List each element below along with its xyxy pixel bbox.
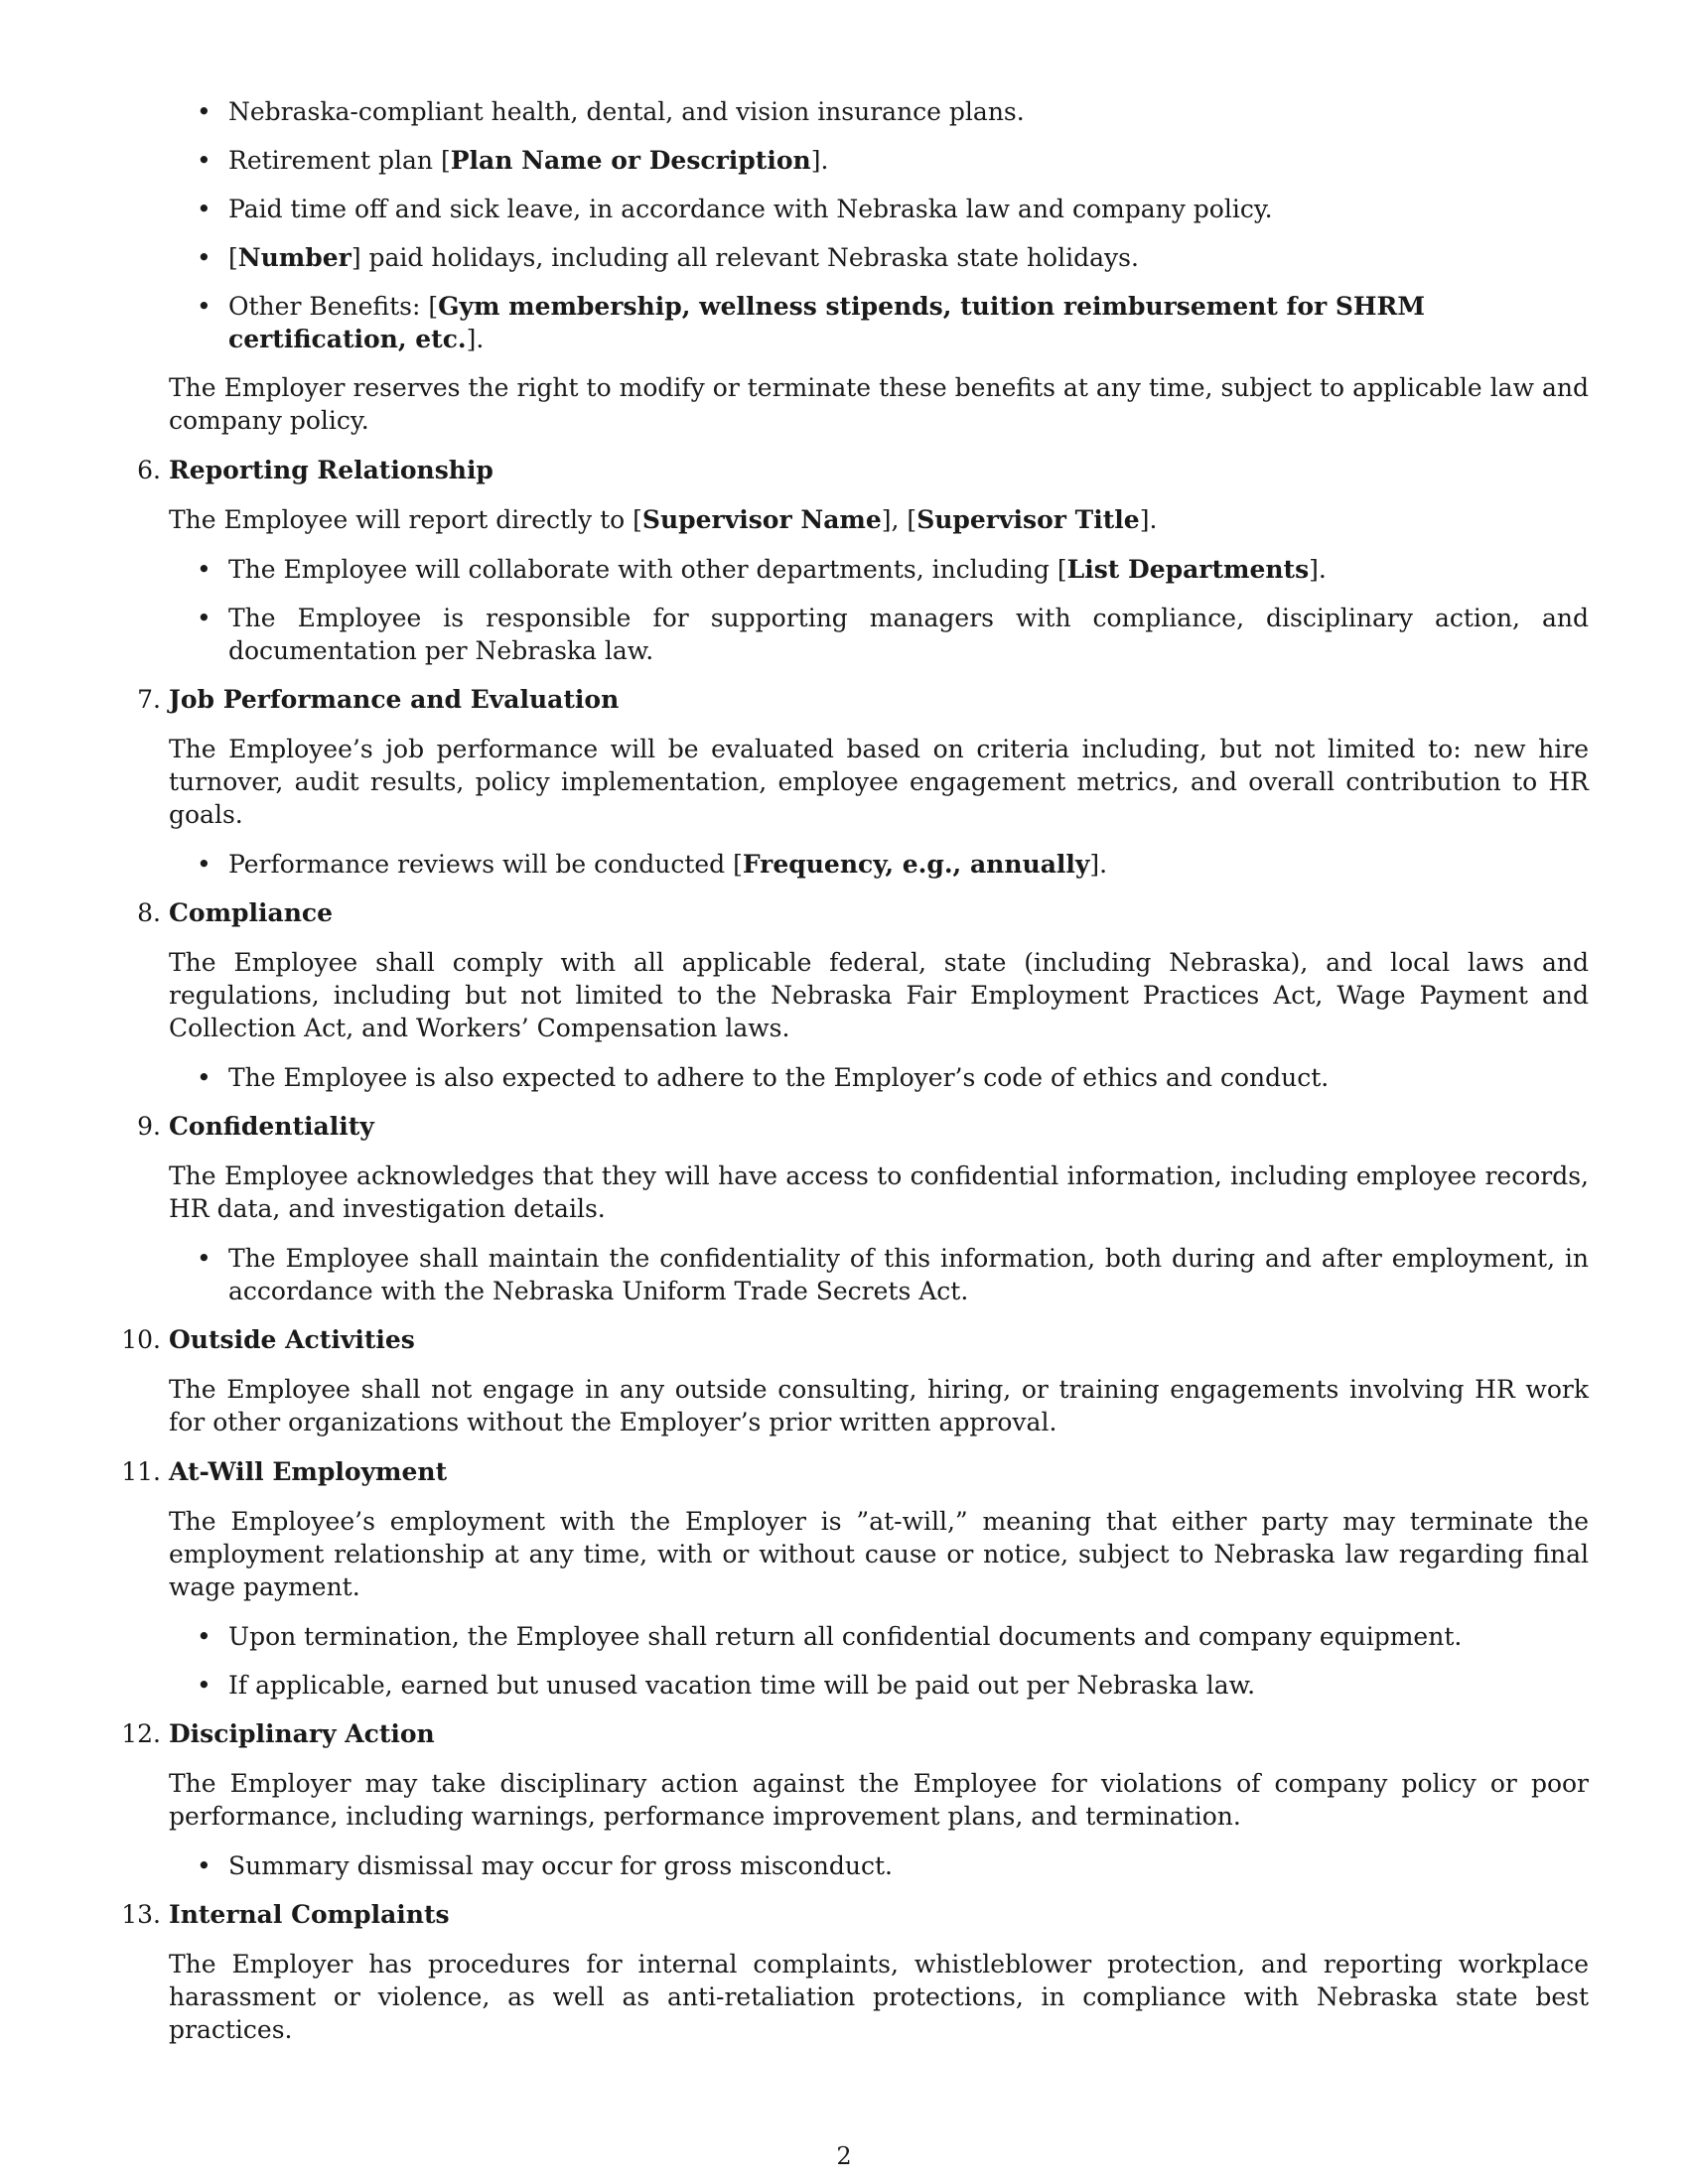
section-title: Internal Complaints bbox=[169, 1900, 450, 1929]
section-number: 6. bbox=[137, 456, 161, 484]
section-outside-activities bbox=[121, 1323, 1589, 1438]
list-item: • Summary dismissal may occur for gross misconduct. bbox=[169, 1849, 1589, 1882]
list-item: • Performance reviews will be conducted [Frequency, e.g., annually]. bbox=[169, 848, 1589, 881]
section-body: The Employee will report directly to [Supervisor Name], [Supervisor Title]. bbox=[169, 505, 1158, 534]
benefits-note: The Employer reserves the right to modify or terminate these benefits at any time, subject to applicable law and company policy. bbox=[169, 373, 1589, 435]
list-item: • Retirement plan [Plan Name or Description]. bbox=[169, 144, 1589, 177]
list-item: • The Employee is responsible for supporting managers with compliance, disciplinary action, and documentation per Nebraska law. bbox=[169, 602, 1589, 667]
section-number: 7. bbox=[137, 685, 161, 714]
section-title: Confidentiality bbox=[169, 1112, 374, 1141]
section-heading bbox=[121, 1898, 1589, 1931]
section-heading bbox=[137, 1110, 1589, 1143]
page-number: 2 bbox=[836, 2142, 852, 2170]
section-at-will-employment bbox=[121, 1455, 1589, 1702]
list-item: • Upon termination, the Employee shall return all confidential documents and company equipment. bbox=[169, 1620, 1589, 1653]
section-heading bbox=[137, 896, 1589, 929]
section-heading bbox=[137, 454, 1589, 486]
benefits-list bbox=[169, 95, 1589, 355]
list-item: • The Employee shall maintain the confidentiality of this information, both during and after employment, in accordance with the Nebraska Uniform Trade Secrets Act. bbox=[169, 1242, 1589, 1307]
section-reporting-relationship bbox=[137, 454, 1589, 667]
section-title: Reporting Relationship bbox=[169, 456, 493, 484]
section-heading bbox=[121, 1717, 1589, 1750]
section-body: The Employee shall not engage in any outside consulting, hiring, or training engagements involving HR work for other organizations without the Employer’s prior written approval. bbox=[169, 1375, 1589, 1436]
section-bullets bbox=[169, 1061, 1589, 1094]
section-number: 11. bbox=[121, 1457, 161, 1486]
section-bullets bbox=[169, 553, 1589, 667]
list-item: • The Employee is also expected to adhere to the Employer’s code of ethics and conduct. bbox=[169, 1061, 1589, 1094]
section-compliance bbox=[137, 896, 1589, 1094]
section-title: Outside Activities bbox=[169, 1325, 415, 1354]
section-title: Job Performance and Evaluation bbox=[169, 685, 620, 714]
list-item: • Nebraska-compliant health, dental, and vision insurance plans. bbox=[169, 95, 1589, 128]
section-number: 10. bbox=[121, 1325, 161, 1354]
section-heading bbox=[121, 1323, 1589, 1356]
section-bullets bbox=[169, 1849, 1589, 1882]
section-number: 13. bbox=[121, 1900, 161, 1929]
section-body: The Employee acknowledges that they will have access to confidential information, including employee records, HR data, and investigation details. bbox=[169, 1161, 1589, 1223]
section-body: The Employee’s employment with the Employer is ”at-will,” meaning that either party may terminate the employment relationship at any time, with or without cause or notice, subject to Nebraska law regarding final wage payment. bbox=[169, 1507, 1589, 1601]
list-item: • Paid time off and sick leave, in accordance with Nebraska law and company policy. bbox=[169, 193, 1589, 225]
section-number: 9. bbox=[137, 1112, 161, 1141]
section-heading bbox=[121, 1455, 1589, 1488]
section-number: 8. bbox=[137, 898, 161, 927]
section-body: The Employee shall comply with all applicable federal, state (including Nebraska), and local laws and regulations, including but not limited to the Nebraska Fair Employment Practices Act, Wage Payment and Collection Act, and Workers’ Compensation laws. bbox=[169, 948, 1589, 1042]
section-body: The Employer may take disciplinary action against the Employee for violations of company policy or poor performance, including warnings, performance improvement plans, and termination. bbox=[169, 1769, 1589, 1831]
section-bullets bbox=[169, 1242, 1589, 1307]
section-internal-complaints bbox=[121, 1898, 1589, 2046]
list-item: • [Number] paid holidays, including all relevant Nebraska state holidays. bbox=[169, 241, 1589, 274]
document-page bbox=[121, 95, 1589, 2063]
list-item: • Other Benefits: [Gym membership, wellness stipends, tuition reimbursement for SHRM certification, etc.]. bbox=[169, 290, 1589, 355]
list-item: • The Employee will collaborate with other departments, including [List Departments]. bbox=[169, 553, 1589, 586]
section-body: The Employee’s job performance will be evaluated based on criteria including, but not limited to: new hire turnover, audit results, policy implementation, employee engagement metrics, and overall contribution to HR goals. bbox=[169, 735, 1589, 829]
section-title: Compliance bbox=[169, 898, 334, 927]
section-heading bbox=[137, 683, 1589, 716]
section-title: At-Will Employment bbox=[169, 1457, 448, 1486]
section-number: 12. bbox=[121, 1719, 161, 1748]
section-bullets bbox=[169, 848, 1589, 881]
section-confidentiality bbox=[137, 1110, 1589, 1307]
section-title: Disciplinary Action bbox=[169, 1719, 435, 1748]
section-job-performance bbox=[137, 683, 1589, 881]
section-disciplinary-action bbox=[121, 1717, 1589, 1882]
list-item: • If applicable, earned but unused vacation time will be paid out per Nebraska law. bbox=[169, 1669, 1589, 1702]
section-body: The Employer has procedures for internal complaints, whistleblower protection, and reporting workplace harassment or violence, as well as anti-retaliation protections, in compliance with Nebraska state best practices. bbox=[169, 1950, 1589, 2044]
section-bullets bbox=[169, 1620, 1589, 1702]
